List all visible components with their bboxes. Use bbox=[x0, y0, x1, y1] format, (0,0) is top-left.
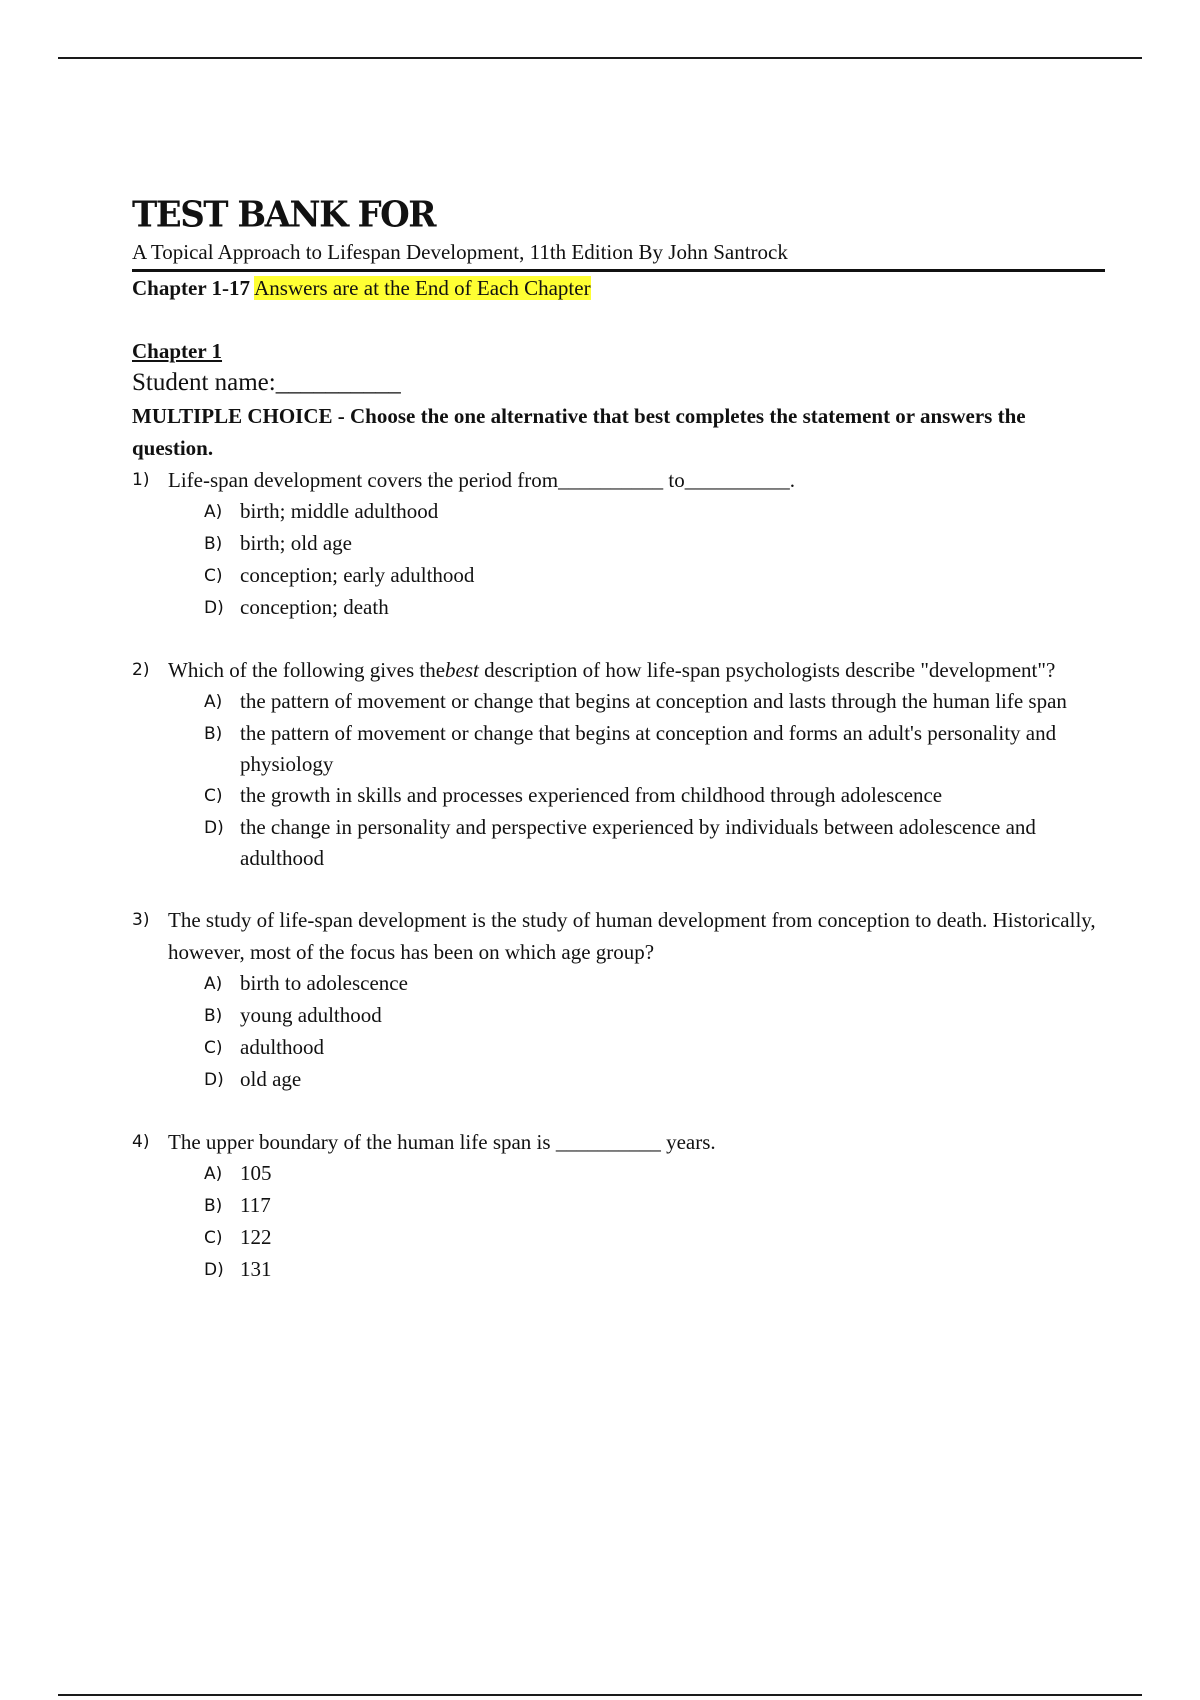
option-letter: A) bbox=[204, 502, 223, 522]
option-text: birth; old age bbox=[240, 531, 352, 555]
question-text-before: Which of the following gives the bbox=[168, 658, 446, 682]
option-text: the pattern of movement or change that begins at conception and lasts through the human life span bbox=[240, 689, 1067, 713]
question-text: Life-span development covers the period from__________ to__________. bbox=[168, 468, 795, 492]
question-text-after: description of how life-span psychologists describe "development"? bbox=[478, 658, 1056, 682]
instructions: MULTIPLE CHOICE - Choose the one alternative that best completes the statement or answers the question. bbox=[132, 404, 1026, 460]
answer-option bbox=[204, 1190, 1110, 1222]
option-text: young adulthood bbox=[240, 1003, 382, 1027]
option-letter: C) bbox=[204, 1038, 223, 1058]
question-text: The study of life-span development is the study of human development from conception to death. Historically, however, most of the focus has been on which age group? bbox=[168, 908, 1096, 964]
option-letter: C) bbox=[204, 1228, 223, 1248]
option-text: old age bbox=[240, 1067, 302, 1091]
option-text: adulthood bbox=[240, 1035, 324, 1059]
answer-option bbox=[204, 968, 1110, 1000]
answers-note-highlight: Answers are at the End of Each Chapter bbox=[254, 276, 591, 300]
top-page-rule bbox=[58, 57, 1142, 59]
answer-option bbox=[204, 592, 1110, 624]
question-4 bbox=[132, 1126, 1110, 1286]
document-title: TEST BANK FOR bbox=[132, 194, 436, 237]
option-letter: B) bbox=[204, 534, 223, 554]
question-2 bbox=[132, 654, 1110, 874]
option-text: conception; early adulthood bbox=[240, 563, 475, 587]
answer-option bbox=[204, 1158, 1110, 1190]
answer-option bbox=[204, 1254, 1110, 1286]
question-number: 3) bbox=[132, 910, 150, 930]
question-text bbox=[168, 654, 1110, 686]
question-number: 1) bbox=[132, 470, 150, 490]
question-text-emphasis: best bbox=[445, 658, 479, 682]
option-letter: D) bbox=[204, 818, 224, 838]
answer-option bbox=[204, 1064, 1110, 1096]
answer-option bbox=[204, 812, 1110, 874]
option-text: the pattern of movement or change that begins at conception and forms an adult's personality and physiology bbox=[240, 721, 1057, 776]
answer-option bbox=[204, 1222, 1110, 1254]
option-letter: D) bbox=[204, 1070, 224, 1090]
option-text: birth; middle adulthood bbox=[240, 499, 439, 523]
answer-option bbox=[204, 1032, 1110, 1064]
chapter-range-line bbox=[132, 273, 1110, 303]
option-letter: A) bbox=[204, 1164, 223, 1184]
option-letter: C) bbox=[204, 566, 223, 586]
question-number: 2) bbox=[132, 660, 150, 680]
chapter-heading: Chapter 1 bbox=[132, 339, 223, 363]
answer-option bbox=[204, 528, 1110, 560]
option-letter: D) bbox=[204, 598, 224, 618]
option-text: the growth in skills and processes experienced from childhood through adolescence bbox=[240, 783, 943, 807]
answer-option bbox=[204, 1000, 1110, 1032]
option-text: 117 bbox=[240, 1193, 271, 1217]
answer-option bbox=[204, 496, 1110, 528]
option-letter: D) bbox=[204, 1260, 224, 1280]
answer-option bbox=[204, 560, 1110, 592]
document-subtitle: A Topical Approach to Lifespan Development, 11th Edition By John Santrock bbox=[132, 239, 1105, 272]
option-letter: B) bbox=[204, 1196, 223, 1216]
answer-options bbox=[204, 496, 1110, 624]
answer-option bbox=[204, 718, 1110, 780]
option-text: birth to adolescence bbox=[240, 971, 408, 995]
answer-option bbox=[204, 686, 1110, 718]
option-letter: B) bbox=[204, 1006, 223, 1026]
option-letter: A) bbox=[204, 974, 223, 994]
student-name-field: Student name:__________ bbox=[132, 369, 401, 396]
answer-options bbox=[204, 968, 1110, 1096]
chapter-range: Chapter 1-17 bbox=[132, 276, 251, 300]
answer-options bbox=[204, 686, 1110, 874]
document-content bbox=[132, 192, 1110, 1286]
option-text: 105 bbox=[240, 1161, 272, 1185]
option-letter: C) bbox=[204, 786, 223, 806]
option-text: 131 bbox=[240, 1257, 272, 1281]
answer-options bbox=[204, 1158, 1110, 1286]
question-3 bbox=[132, 904, 1110, 1096]
question-number: 4) bbox=[132, 1132, 150, 1152]
question-text: The upper boundary of the human life span is __________ years. bbox=[168, 1130, 716, 1154]
option-text: 122 bbox=[240, 1225, 272, 1249]
option-letter: B) bbox=[204, 724, 223, 744]
answer-option bbox=[204, 780, 1110, 812]
option-letter: A) bbox=[204, 692, 223, 712]
option-text: the change in personality and perspective experienced by individuals between adolescence and adulthood bbox=[240, 815, 1036, 870]
option-text: conception; death bbox=[240, 595, 389, 619]
bottom-page-rule bbox=[58, 1694, 1142, 1696]
question-1 bbox=[132, 464, 1110, 624]
